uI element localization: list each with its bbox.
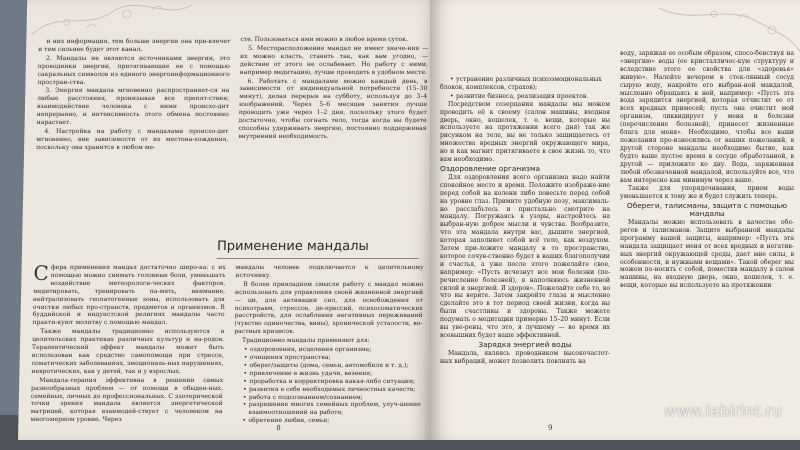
list-item: • разрешение многих семейных проблем, улуч-шение взаимоотношений на работе; bbox=[242, 401, 420, 417]
watermark: www.labirint.ru bbox=[664, 402, 782, 420]
subsection-title: Обереги, талисманы, защита с помощью мандалы bbox=[626, 201, 788, 219]
paragraph: Также мандалы традиционно используются в целительских практиках различных культур и на-родов. Терапевтический эффект мандалы может быть использован как средство самопомощи при стрессе, соматических заболеваниях, эмоциональ-ных нарушениях, невротических, как у детей, так и у взрослых. bbox=[31, 328, 225, 375]
subsection-title: Оздоровление организма bbox=[440, 163, 541, 173]
bullet-list bbox=[440, 93, 610, 101]
list-item: • устранение различных психоэмоциональных bbox=[450, 76, 610, 84]
left-col2-bottom bbox=[232, 264, 423, 425]
paragraph: Для оздоровления всего организма надо найти спокойное место и время. Положите изображе-ние перед собой на колени либо повесьте перед собой на уровне глаз. Примите удобную позу, максималь-но расслабьтесь и пристально смотрите на мандалу. Погружаясь в узоры, настройтесь на выбран-ную доброе мысли и чувства. Вообразите, что эта мандала внутри вас, дышите энергией, которая заполняет собой всё тело, как воздухом. Затем при-ложите мандалу в то пространство, которое сочув-ственно будет в ваших благополучии и счастья, а уже после этого пожелайте свое, например: «Пусть исчезнут все мои болезни (пе-речисление болезней), я наполняюсь жизненной силой и энергией. Я здоров». Пожелайте себе то, во что вы верите. Затем закройте глаза и мысленно сделайте это в тот период своей жизни, когда вы были счастливы и здоровы. Также можете подумать о медитации примерно 15–20 минут. Если вы уве-рены, что это, я лучшему — во время их всевышних будет ваше эффективней. bbox=[440, 173, 610, 339]
paragraph: 2. Мандалы не являются источниками энергии, это проводники энергии, притягивающие ее с помощью сакральных символов из единого энергоинформационного простран-ства. bbox=[37, 54, 231, 86]
list-item: • работа с подсознанием/сознанием; bbox=[243, 394, 421, 402]
list-item: • проработка и корректировка какая-либо ситуации; bbox=[243, 378, 421, 386]
list-item: • развитие бизнеса, реализация проектов. bbox=[450, 93, 610, 101]
paragraph: Мандалы можно использовать в качестве обе-регов и талисманов. Защите выбранной мандалы программу вашей защиты, например: «Пусть эта мандала защищает меня от всех вредных и негатив-ных энергий окружающей среды, дает мне силы, в особенности, и нужными вещами». Такой оберег мы можем по-носить с собой, поместив мандалу в салон машины, на входную дверь, окно, кошелек, т. е. вещи, которые вы используете на протяжении bbox=[620, 219, 794, 290]
floral-ornament-icon bbox=[26, 0, 197, 42]
drop-cap: С bbox=[33, 261, 50, 285]
list-item: • оберег/защиты (дома, семьи, автомобиля и т. д.); bbox=[243, 362, 421, 370]
paragraph: сте. Пользоваться ими можно в любое время суток. bbox=[240, 36, 408, 43]
open-book bbox=[4, 0, 800, 440]
paragraph: Традиционно мандалы применяют для: bbox=[242, 337, 370, 345]
bullet-list bbox=[232, 346, 422, 425]
paragraph: Посредством созерцания мандалы мы можем проводить её к своему (салон машины, входная дверь, окно, кошелек, т. е. вещи, которые вы используете на протяжении всего дня) так же рисунком на теле, вы не только защищаетесь от множества вредных энергий окружающего мира, но и как магнит притягиваете в свое жизнь то, что вам необходимо. bbox=[440, 100, 610, 164]
paragraph: воду, заряжая ее особым образом, спосо-бенствуя на «энергию» воды (ее кристалличес-кую структуру и вследствие этого ее свойства для «здоровья» живую». Налейте вечером в стек-лянный сосуд сырую воду, накройте его выбран-ной мандалой, мысленно обращаясь к ней, например: «Пусть эта вода зарядится энергией, которая отчистит ее от всех вредных примесей; пусть она очистит мой организм, ликвидирует у меня и болезни (перечисление болезней), принесет жизненные блага для меня». Необходимо, чтобы все ваши пожелания про-износились от ваших пожеланий, в другой стороне мандалы необходимо бытие, как будто ваше пустое время в сосуде обработанной, в другой — приложите ко дну. Вода, заряженная любой обозначенной мандалой, используйте все, что вам интересно как минимум через ваше. bbox=[620, 50, 794, 184]
list-item: • обретение любви, семьи; bbox=[242, 417, 420, 425]
paragraph: блоков, комплексов, страхов); bbox=[440, 83, 538, 91]
paragraph: В более привладном смысле работу с мандал можно использовать для управления своей жизненной энергией — ци, для активации сил, для освобождения от психотравм, стрессов, де-прессий, психосоматических расстройств, для ослабления негативных переживаний (чувство одиночества, вины), хронической усталости, во-растных кризисов. bbox=[234, 280, 424, 336]
list-item: • очищения пространства; bbox=[244, 354, 422, 362]
paragraph: 3. Энергия мандала мгновенно распространяет-ся на любые расстояния, пронизывая все препят-ствия; взаимодействие человека с ними происхо-дит непрерывно, и интенсивность этого обмена постоянно нарастает. bbox=[36, 87, 230, 127]
paragraph: 6. Работать с мандалами можно каждый день, в зависимости от индивидуальной потребности (15–30 минут), делая перерыв на субботу, используя до 3–4 изображений. Через 5–6 месяцев занятия лучше проводить уже через 1–2 дня, поскольку этого будет достаточно, чтобы согнать тело, тогда когда вы будете способны удерживать энергию, постоянно поддерживая внутренний необходимость. bbox=[238, 77, 428, 140]
paragraph: фера применения мандал достаточно широ-ка: с их помощью можно снимать головные боли, уменьшать воздействие метеорологи-ческих факторов, медитировать, тренировать па-мять, внимание, нейтрализовать геопатогенные зоны, использовать для очистки любых про-странств, предметов и организмов. В буддийской и индуистской религиях мандалы часто практи-куют молитву с помощью мандал. bbox=[32, 264, 226, 327]
bullet-list bbox=[440, 76, 610, 84]
paragraph: мандалы человек подключается к целительному источнику. bbox=[235, 264, 424, 279]
left-col1-top bbox=[36, 38, 230, 153]
page-number: 9 bbox=[548, 424, 553, 432]
paragraph: Мандала, являясь проводником высокочастот-ных вибраций, может позволить повлиять на bbox=[440, 349, 610, 365]
list-item: • привлечение в жизнь удачи, везения; bbox=[243, 370, 421, 378]
paragraph: и них информация, тем больше энергии она при-влечет и тем сильнее будет этот канал. bbox=[38, 38, 231, 53]
left-col2-top bbox=[238, 36, 428, 142]
left-page bbox=[18, 0, 440, 440]
right-page bbox=[430, 0, 800, 440]
right-col1 bbox=[440, 76, 610, 367]
section-title: Применение мандалы bbox=[217, 236, 419, 259]
subsection-title: Зарядка энергией воды bbox=[478, 339, 572, 349]
paragraph: 4. Настройка на работу с мандалами происхо-дит мгновенно, вне зависимости от их местона-хождения, поскольку она хранится в любом ме- bbox=[36, 127, 229, 151]
paragraph: Также для упорядочивания, прием воды уменьшается к тому же и будет служить теперь. bbox=[620, 185, 794, 201]
list-item: • оздоровления, исцеления организма; bbox=[244, 346, 422, 354]
paragraph: 5. Месторасположение мандал не имеет значе-ния — их можно класть, ставить так, как вам угодно, — действие от этого не ослабевает. Но работу с ними, например медитацию, лучше проводить в удобном месте. bbox=[239, 44, 429, 76]
list-item: • развития в себе необходимых личностных качеств; bbox=[243, 386, 421, 394]
left-col1-bottom bbox=[30, 261, 226, 425]
paragraph: Мандала-терапия эффективна в решении самых разнообразных проблем — от помощи в обыден-ных, семейных, личных до профессиональных. С эзотерической точки зрения мандала является энергетической матрицей, которая взаимодей-ствует с человеком на многомерном уровне. Через bbox=[30, 376, 224, 424]
page-number: 8 bbox=[276, 424, 281, 432]
right-col2 bbox=[620, 50, 794, 291]
